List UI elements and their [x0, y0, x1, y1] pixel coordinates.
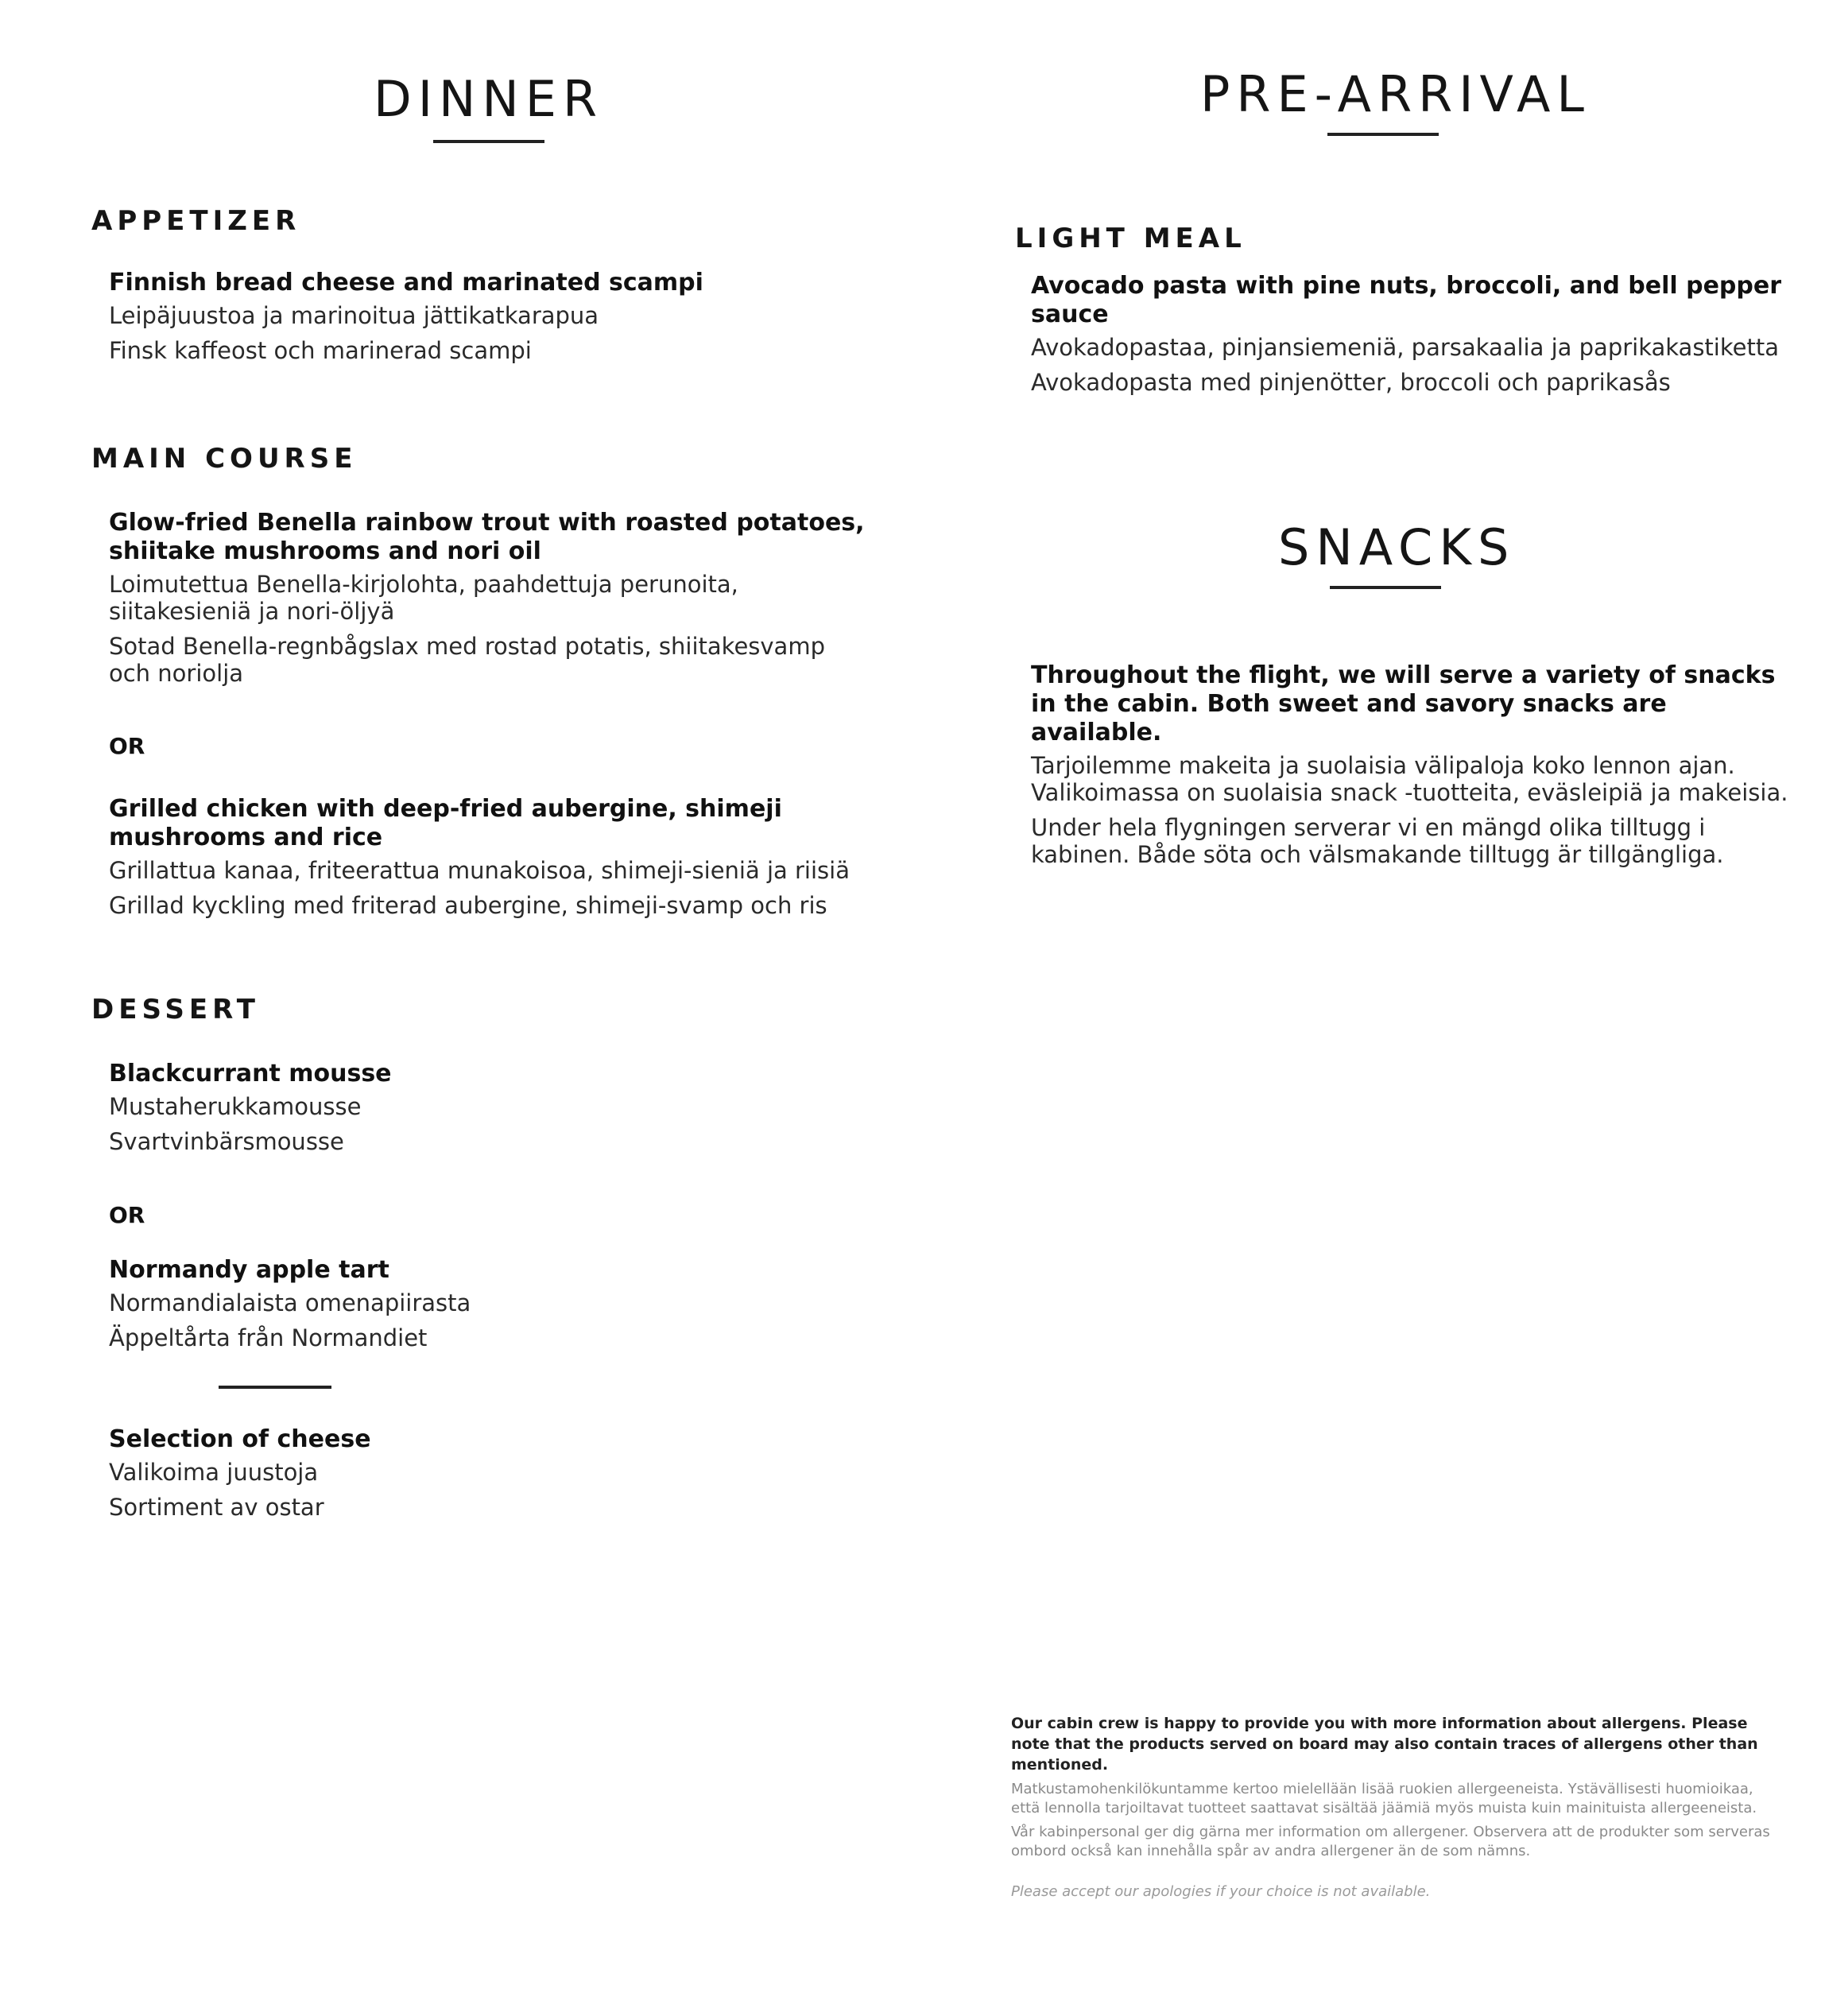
- dish-name-sv: Sotad Benella-regnbågslax med rostad potatis, shiitakesvamp och noriolja: [109, 633, 825, 687]
- pre-arrival-title-rule: [1327, 133, 1439, 136]
- pre-arrival-title: PRE-ARRIVAL: [1200, 65, 1591, 123]
- cheese-item: [109, 1425, 824, 1521]
- dish-name-fi: Valikoima juustoja: [109, 1459, 319, 1486]
- dish-name-en: Glow-fried Benella rainbow trout with roasted potatoes, shiitake mushrooms and nori oil: [109, 509, 865, 565]
- dish-name-en: Blackcurrant mousse: [109, 1060, 392, 1087]
- dish-name-en: Avocado pasta with pine nuts, broccoli, and bell pepper sauce: [1031, 272, 1782, 328]
- allergen-note-sv: Vår kabinpersonal ger dig gärna mer information om allergener. Observera att de produkter som serveras ombord också kan innehålla spår av andra allergener än de som nämns.: [1011, 1824, 1770, 1859]
- dish-name-en: Finnish bread cheese and marinated scampi: [109, 269, 703, 297]
- dinner-title-rule: [433, 140, 544, 143]
- snacks-text-en: Throughout the flight, we will serve a variety of snacks in the cabin. Both sweet and savory snacks are available.: [1031, 661, 1776, 746]
- dish-name-sv: Sortiment av ostar: [109, 1494, 324, 1521]
- dinner-title: DINNER: [374, 70, 604, 128]
- dish-name-en: Selection of cheese: [109, 1425, 371, 1453]
- apology-note: Please accept our apologies if your choice is not available.: [1011, 1883, 1431, 1900]
- appetizer-item: [109, 269, 824, 364]
- dish-name-sv: Grillad kyckling med friterad aubergine, shimeji-svamp och ris: [109, 892, 827, 919]
- dessert-item-mousse: [109, 1060, 824, 1155]
- light-meal-heading: LIGHT MEAL: [1015, 223, 1246, 254]
- dish-name-fi: Grillattua kanaa, friteerattua munakoisoa, shimeji-sieniä ja riisiä: [109, 857, 850, 884]
- dish-name-fi: Loimutettua Benella-kirjolohta, paahdettuja perunoita, siitakesieniä ja nori-öljyä: [109, 571, 738, 625]
- dessert-heading: DESSERT: [91, 994, 260, 1025]
- main-course-or: OR: [109, 733, 145, 759]
- dish-name-fi: Leipäjuustoa ja marinoitua jättikatkarapua: [109, 302, 599, 329]
- dish-name-fi: Mustaherukkamousse: [109, 1093, 362, 1120]
- dish-name-sv: Svartvinbärsmousse: [109, 1128, 344, 1155]
- dish-name-en: Normandy apple tart: [109, 1256, 389, 1284]
- snacks-title-rule: [1330, 586, 1441, 589]
- dish-name-sv: Finsk kaffeost och marinerad scampi: [109, 337, 532, 364]
- dish-name-fi: Avokadopastaa, pinjansiemeniä, parsakaalia ja paprikakastiketta: [1031, 334, 1779, 361]
- dish-name-en: Grilled chicken with deep-fried aubergine, shimeji mushrooms and rice: [109, 795, 782, 851]
- main-course-heading: MAIN COURSE: [91, 443, 358, 475]
- dish-name-sv: Avokadopasta med pinjenötter, broccoli och paprikasås: [1031, 369, 1671, 396]
- allergen-note-en: Our cabin crew is happy to provide you with more information about allergens. Please note that the products served on board may also contain traces of allergens other than mentioned.: [1011, 1715, 1758, 1774]
- appetizer-heading: APPETIZER: [91, 205, 301, 237]
- main-course-item-chicken: [109, 795, 872, 919]
- snacks-text-fi: Tarjoilemme makeita ja suolaisia välipaloja koko lennon ajan. Valikoimassa on suolaisia snack -tuotteita, eväsleipiä ja makeisia.: [1031, 752, 1788, 806]
- main-course-item-trout: [109, 509, 872, 687]
- dish-name-sv: Äppeltårta från Normandiet: [109, 1324, 428, 1351]
- dessert-item-apple-tart: [109, 1256, 824, 1351]
- light-meal-item: [1031, 272, 1794, 396]
- cheese-divider: [219, 1386, 331, 1389]
- snacks-item: [1031, 661, 1794, 868]
- snacks-text-sv: Under hela flygningen serverar vi en mängd olika tilltugg i kabinen. Både söta och välsmakande tilltugg är tillgängliga.: [1031, 814, 1724, 868]
- dish-name-fi: Normandialaista omenapiirasta: [109, 1289, 471, 1316]
- allergen-note: [1011, 1713, 1782, 1900]
- allergen-note-fi: Matkustamohenkilökuntamme kertoo mielellään lisää ruokien allergeeneista. Ystävällisesti huomioikaa, että lennolla tarjoiltavat tuotteet saattavat sisältää jäämiä myös muista kuin mainituista allergeeneista.: [1011, 1781, 1757, 1816]
- snacks-title: SNACKS: [1278, 518, 1516, 576]
- dessert-or: OR: [109, 1202, 145, 1228]
